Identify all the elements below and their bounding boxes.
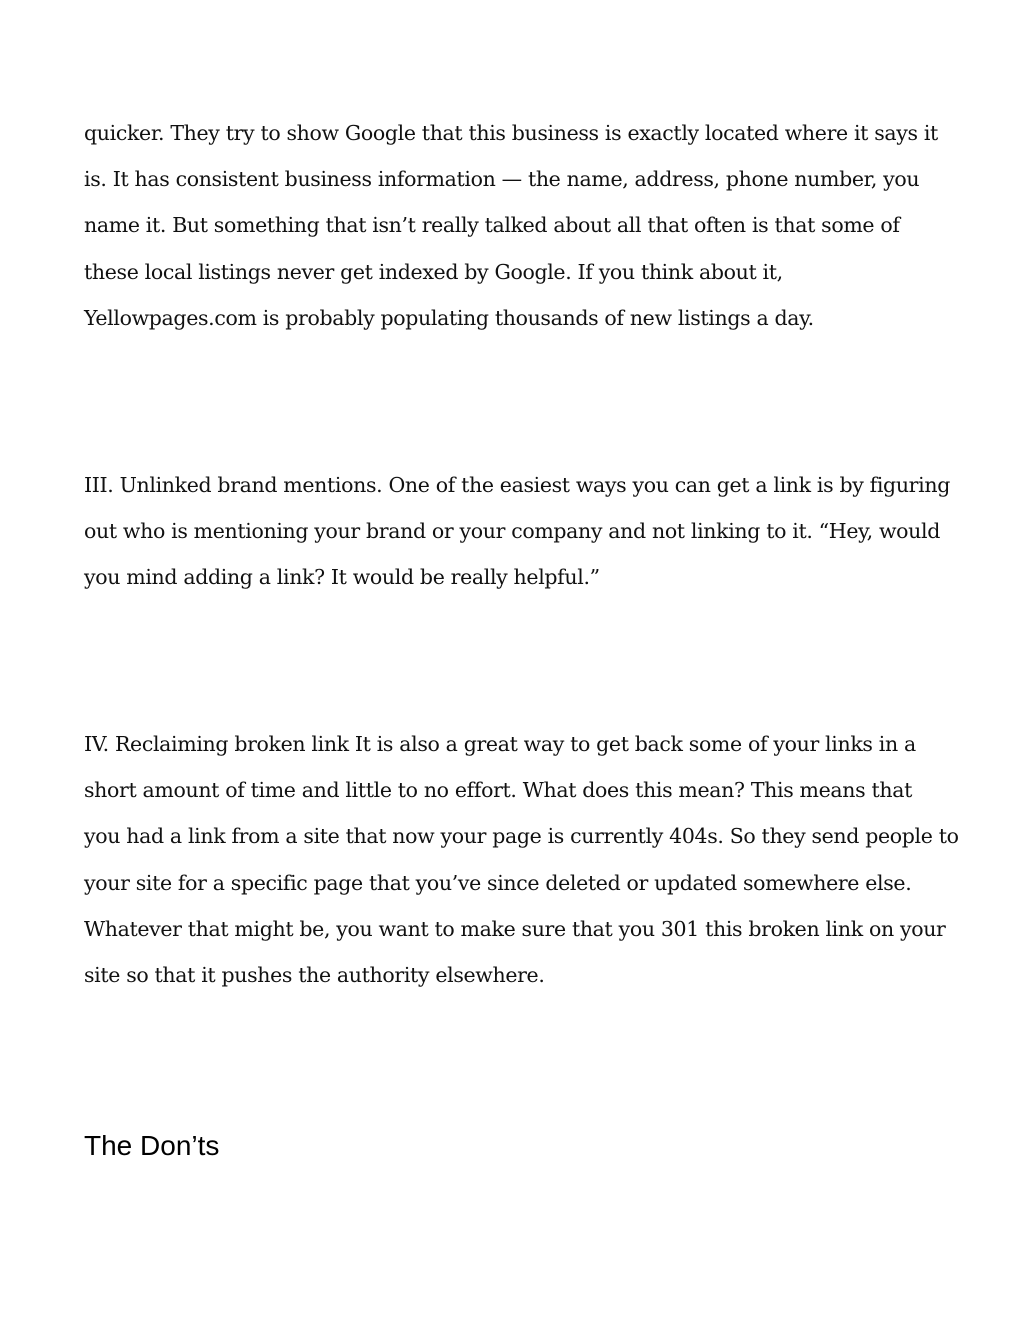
text-line: your site for a specific page that you’ve since deleted or updated somewhere else. [84,870,912,895]
text-line: Yellowpages.com is probably populating thousands of new listings a day. [84,305,814,330]
text-line: quicker. They try to show Google that this business is exactly located where it says it [84,121,938,145]
paragraph-reclaiming-broken-link [84,721,959,998]
text-line: Whatever that might be, you want to make sure that you 301 this broken link on your [84,916,946,941]
paragraph-local-listings [84,110,950,341]
text-line: short amount of time and little to no effort. What does this mean? This means that [84,778,912,803]
text-line: IV. Reclaiming broken link It is also a great way to get back some of your links in a [84,732,916,756]
text-line: you had a link from a site that now your page is currently 404s. So they send people to [84,824,959,849]
text-line: you mind adding a link? It would be really helpful.” [84,565,600,590]
text-line: site so that it pushes the authority elsewhere. [84,963,545,988]
text-line: is. It has consistent business information — the name, address, phone number, you [84,167,920,192]
text-line: out who is mentioning your brand or your company and not linking to it. “Hey, would [84,519,940,544]
text-line: these local listings never get indexed by Google. If you think about it, [84,259,783,284]
text-line: name it. But something that isn’t really talked about all that often is that some of [84,213,900,238]
text-line: III. Unlinked brand mentions. One of the easiest ways you can get a link is by figuring [84,473,950,497]
section-heading-donts: The Don’ts [84,1130,220,1161]
paragraph-unlinked-brand-mentions [84,462,950,601]
